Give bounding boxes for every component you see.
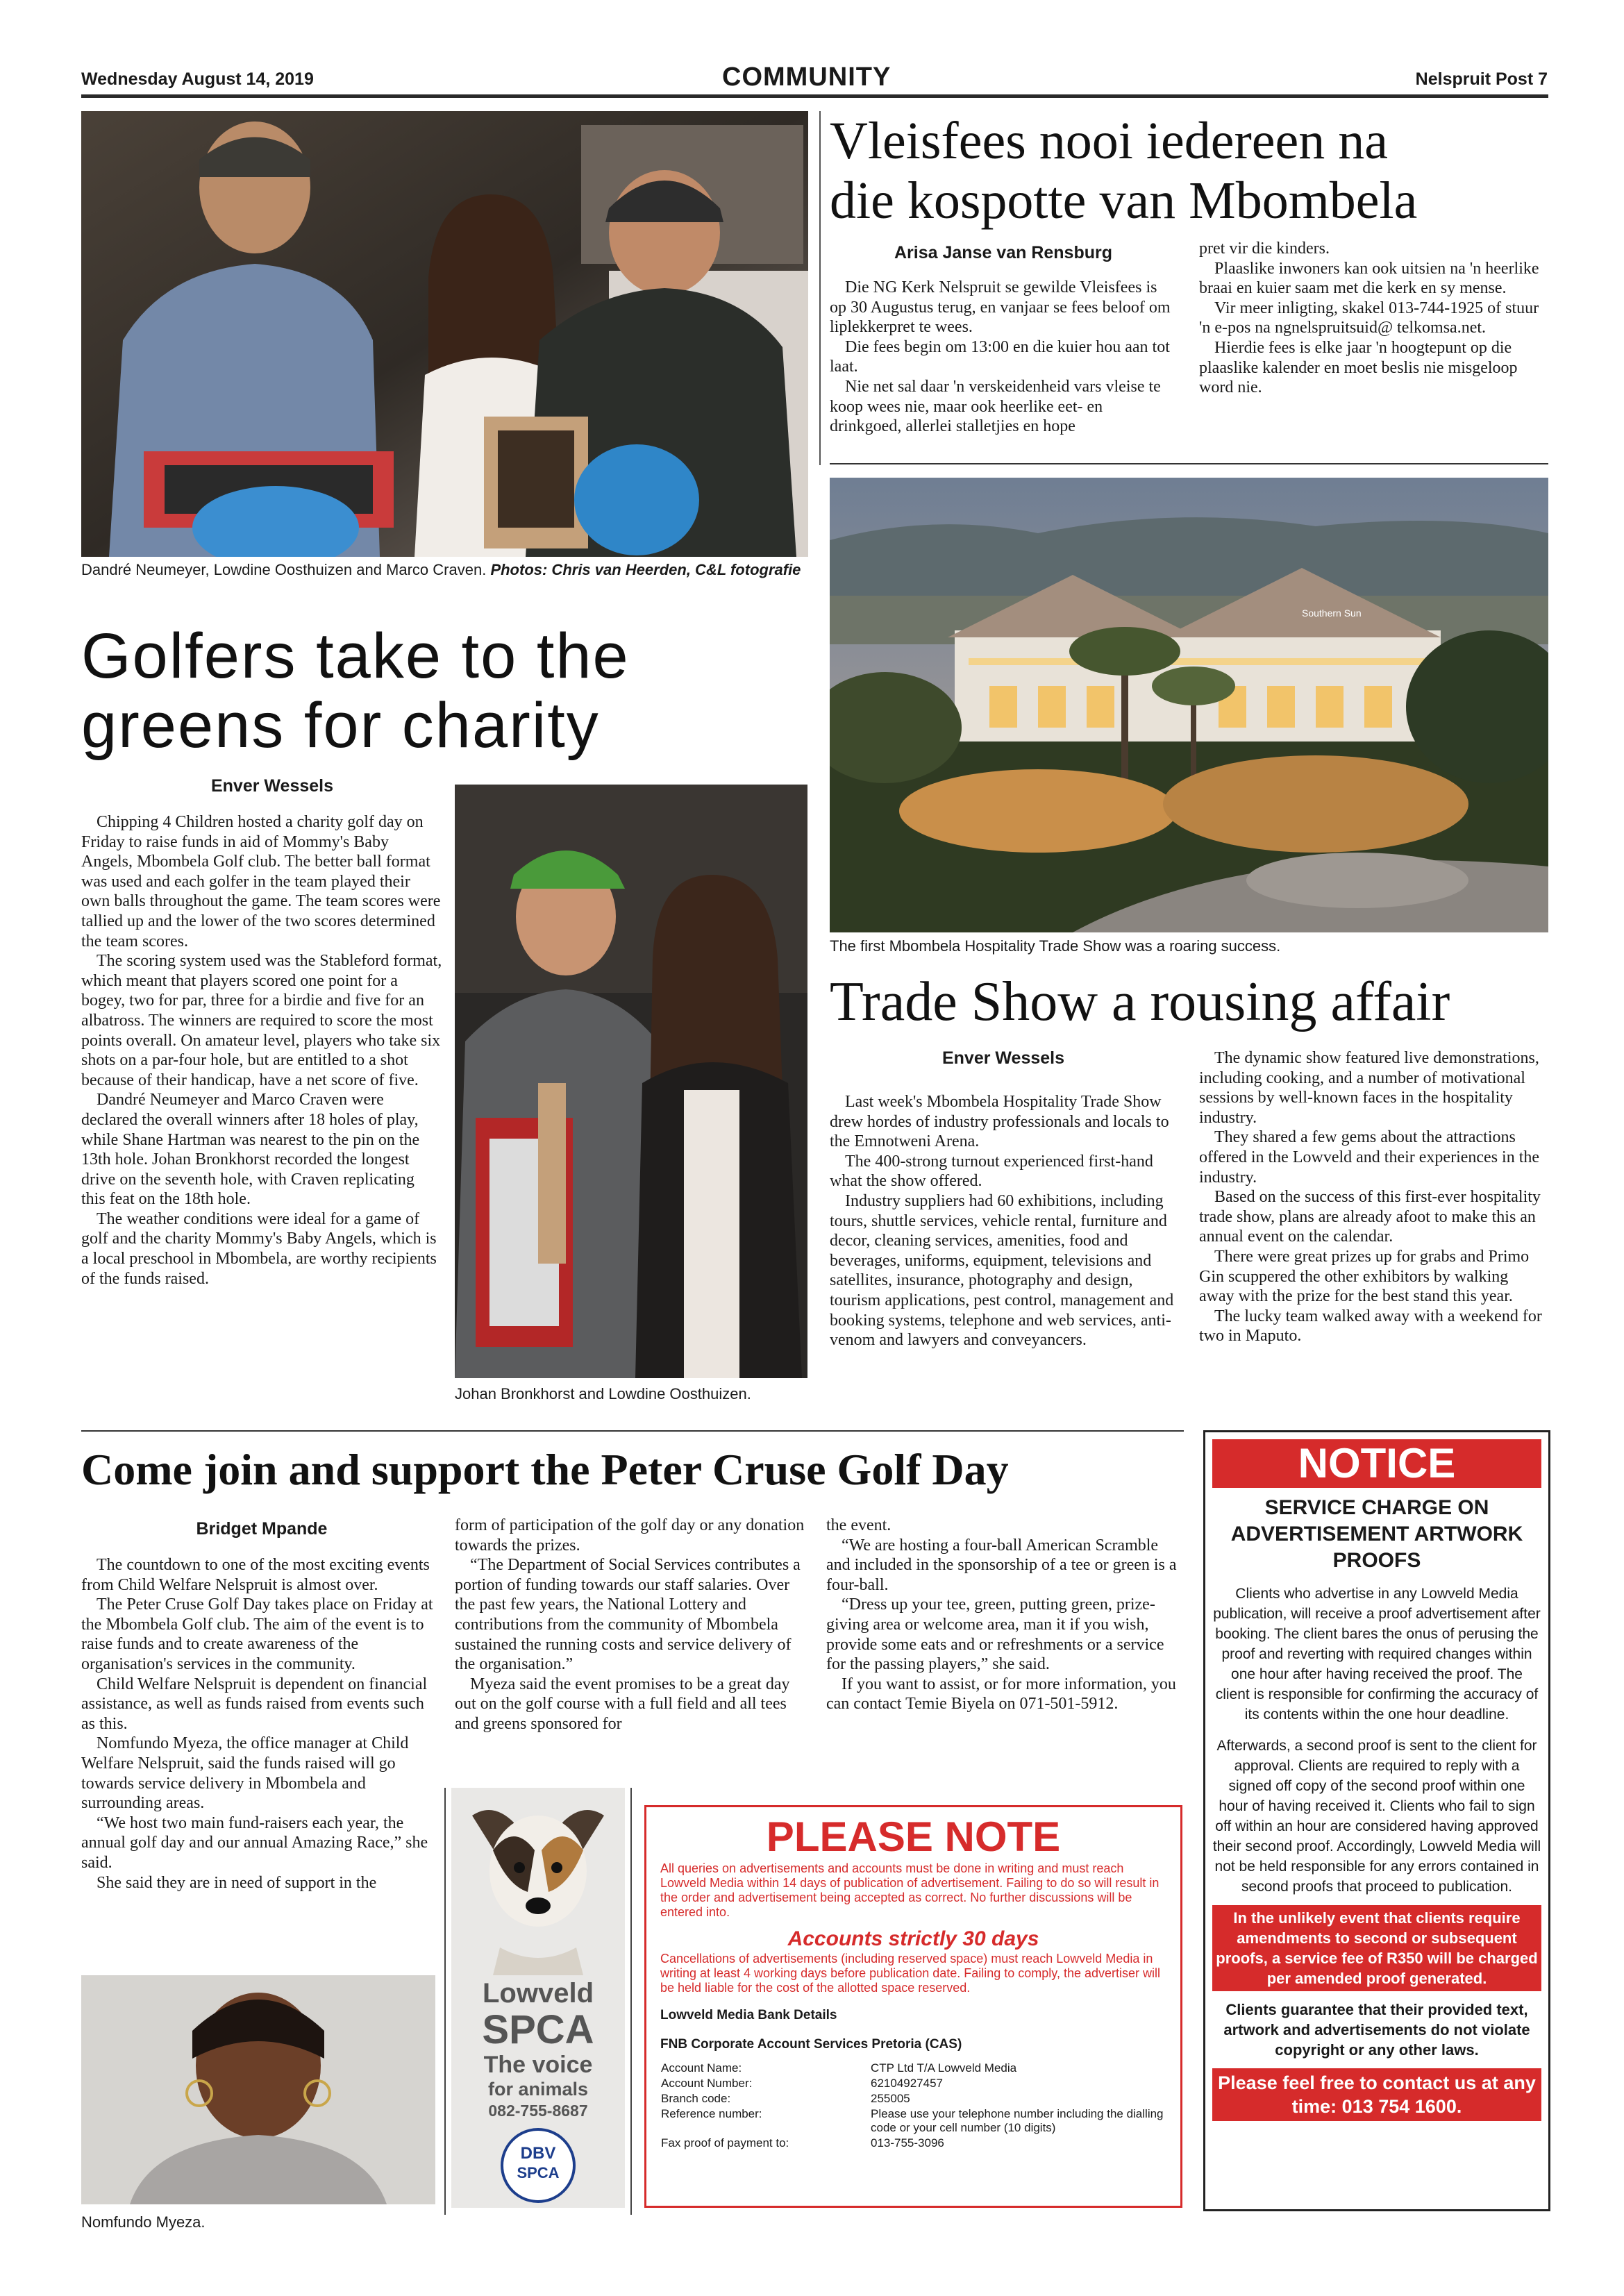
issue-date: Wednesday August 14, 2019 [81, 69, 314, 89]
tradeshow-col1 [830, 1092, 1177, 1350]
header-rule [81, 94, 1548, 98]
petercruse-paragraph: If you want to assist, or for more information, you can contact Temie Biyela on 071-501-5912. [826, 1675, 1176, 1713]
notice-para2: Afterwards, a second proof is sent to the client for approval. Clients are required to reply with a signed off copy of the second proof within one hour of having received it. Clients who fail to sign off within an hour are considered having approved their second proof. Accordingly, Lowveld Media will not be held responsible for any errors contained in second proofs that proceed to publication. [1212, 1738, 1541, 1895]
golfers-headline-line2: greens for charity [81, 690, 600, 761]
bank-details-table [660, 2061, 1166, 2151]
bank-label: Account Number: [661, 2077, 753, 2090]
vleisfees-byline: Arisa Janse van Rensburg [894, 243, 1112, 262]
table-row [660, 2106, 1166, 2136]
golfers-paragraph: The weather conditions were ideal for a game of golf and the charity Mommy's Baby Angels, which is a local preschool in Mbombela, are worthy recipients of the funds raised. [81, 1209, 437, 1288]
vleisfees-col1 [830, 278, 1177, 437]
bank-label: Reference number: [661, 2107, 762, 2120]
petercruse-paragraph: form of participation of the golf day or any donation towards the prizes. [455, 1516, 805, 1555]
photo-bronkhorst-oosthuizen [455, 785, 807, 1378]
petercruse-paragraph: “Dress up your tee, green, putting green, prize-giving area or welcome area, man it if you wish, provide some eats and or refreshments or a service for the passing players,” she said. [826, 1595, 1164, 1674]
ad-divider [630, 1788, 632, 2215]
vleisfees-paragraph: Die fees begin om 13:00 en die kuier hou aan tot laat. [830, 337, 1170, 376]
petercruse-paragraph: “We host two main fund-raisers each year, the annual golf day and our annual Amazing Race,” she said. [81, 1813, 428, 1872]
bank-label: Fax proof of payment to: [661, 2136, 789, 2150]
petercruse-paragraph: the event. [826, 1516, 891, 1534]
petercruse-paragraph: She said they are in need of support in the [97, 1873, 377, 1892]
tradeshow-paragraph: Industry suppliers had 60 exhibitions, including tours, shuttle services, vehicle rental, furniture and decor, cleaning services, amenities, food and beverages, uniforms, equipment, televisions and satellites, insurance, photography and design, tourism applications, pest control, management and booking systems, telephone and web services, anti-venom and lawyers and conveyancers. [830, 1191, 1174, 1350]
petercruse-col2 [455, 1516, 809, 1734]
spca-ad [451, 1788, 625, 2208]
column-divider [819, 111, 821, 465]
ad-divider [444, 1788, 446, 2215]
photo-trade-show-hotel [830, 478, 1548, 932]
notice-red-para: In the unlikely event that clients require amendments to second or subsequent proofs, a service fee of R350 will be charged per amended proof generated. [1212, 1905, 1541, 1991]
table-row [660, 2076, 1166, 2091]
table-row [660, 2061, 1166, 2076]
tradeshow-byline: Enver Wessels [941, 1048, 1065, 1068]
accounts-title: Accounts strictly 30 days [787, 1927, 1039, 1950]
dbv-spca-badge-icon [501, 2128, 576, 2203]
section-title: COMMUNITY [722, 62, 891, 92]
petercruse-paragraph: Child Welfare Nelspruit is dependent on financial assistance, as well as funds raised from events such as this. [81, 1675, 428, 1733]
photo1-credit: Photos: Chris van Heerden, C&L fotografie [490, 561, 801, 578]
bank-value: Please use your telephone number including the dialling code or your cell number (10 digits) [871, 2107, 1164, 2134]
notice-box [1203, 1430, 1550, 2211]
golfers-body [81, 812, 442, 1289]
please-note-text2: Cancellations of advertisements (including reserved space) must reach Lowveld Media in writing at least 4 working days before publication date. Failing to comply, the advertiser will be held liable for the cost of the allotted space reserved. [660, 1952, 1161, 1995]
bank-value: 62104927457 [871, 2077, 944, 2090]
notice-bold-para: Clients guarantee that their provided text, artwork and advertisements do not violate copyright or any other laws. [1223, 2001, 1530, 2059]
section-divider [81, 1430, 1184, 1432]
tradeshow-paragraph: The dynamic show featured live demonstrations, including cooking, and a number of motivational sessions by well-known faces in the hospitality industry. [1199, 1049, 1539, 1127]
tradeshow-paragraph: The 400-strong turnout experienced first-hand what the show offered. [830, 1152, 1153, 1191]
photo-golfers-trio [81, 111, 808, 557]
notice-contact: Please feel free to contact us at any time: 013 754 1600. [1212, 2068, 1541, 2121]
tradeshow-paragraph: They shared a few gems about the attractions offered in the Lowveld and their experiences in the industry. [1199, 1128, 1540, 1187]
bank-subtitle: FNB Corporate Account Services Pretoria (CAS) [660, 2037, 962, 2052]
vleisfees-col2 [1199, 239, 1546, 398]
vleisfees-paragraph: Hierdie fees is elke jaar 'n hoogtepunt op die plaaslike kalender en moet beslis nie misgeloop word nie. [1199, 338, 1518, 397]
vleisfees-rule [830, 463, 1548, 464]
vleisfees-paragraph: Nie net sal daar 'n verskeidenheid vars vleise te koop wees nie, maar ook heerlike eet- en drinkgoed, allerlei stalletjies en hope [830, 377, 1161, 436]
petercruse-paragraph: Nomfundo Myeza, the office manager at Child Welfare Nelspruit, said the funds raised will go towards service delivery in Mbombela and surrounding areas. [81, 1734, 409, 1813]
badge-text-1: DBV [520, 2144, 556, 2163]
golfers-byline: Enver Wessels [210, 776, 334, 796]
tradeshow-photo-caption: The first Mbombela Hospitality Trade Show was a roaring success. [830, 937, 1281, 955]
please-note-box [644, 1805, 1182, 2208]
golfers-headline-line1: Golfers take to the [81, 621, 630, 692]
petercruse-paragraph: “The Department of Social Services contributes a portion of funding towards our staff salaries. Over the past few years, the National Lottery and contributions from the community of Mbombela sustained the running costs and service delivery of the organisation.” [455, 1556, 801, 1674]
bank-value: 013-755-3096 [871, 2136, 944, 2150]
tradeshow-col2 [1199, 1048, 1546, 1346]
please-note-title: PLEASE NOTE [766, 1813, 1061, 1860]
tradeshow-paragraph: Based on the success of this first-ever hospitality trade show, plans are already afoot to make this an annual event on the calendar. [1199, 1188, 1541, 1246]
golfers-paragraph: Chipping 4 Children hosted a charity golf day on Friday to raise funds in aid of Mommy's Baby Angels, Mbombela Golf club. The better ball format was used and each golfer in the team played their own balls throughout the game. The team scores were tallied up and the lower of the two scores determined the team scores. [81, 813, 441, 950]
vleisfees-paragraph: Plaaslike inwoners kan ook uitsien na 'n heerlike braai en kuier saam met die kerk en sy mense. [1199, 259, 1539, 298]
tradeshow-headline: Trade Show a rousing affair [830, 971, 1450, 1032]
vleisfees-headline-line1: Vleisfees nooi iedereen na [830, 112, 1388, 170]
page-number: Nelspruit Post 7 [1415, 69, 1548, 89]
golfers-headline [81, 621, 810, 760]
golfers-paragraph: The scoring system used was the Stableford format, which meant that players scored one point for a bogey, two for par, three for a birdie and five for an albatross. The winners are required to score the most points overall. On amateur level, players who take six shots on a par-four hole, but are entitled to a shot because of their handicap, have a net score of five. [81, 952, 442, 1089]
bank-title: Lowveld Media Bank Details [660, 2008, 837, 2022]
please-note-text1: All queries on advertisements and accounts must be done in writing and must reach Lowveld Media within 14 days of publication of advertisement. Failing to do so will result in the order and advertisement being accepted as correct. No further discussions will be entered into. [660, 1861, 1160, 1919]
tradeshow-paragraph: Last week's Mbombela Hospitality Trade Show drew hordes of industry professionals and locals to the Emnotweni Arena. [830, 1093, 1169, 1151]
petercruse-col3 [826, 1516, 1180, 1714]
badge-text-2: SPCA [517, 2164, 560, 2181]
petercruse-paragraph: Myeza said the event promises to be a great day out on the golf course with a full field and all tees and greens sponsored for [455, 1675, 790, 1733]
vleisfees-paragraph: pret vir die kinders. [1199, 240, 1330, 258]
petercruse-paragraph: “We are hosting a four-ball American Scramble and included in the sponsorship of a tee or green is a four-ball. [826, 1536, 1177, 1594]
table-row [660, 2136, 1166, 2151]
tradeshow-paragraph: The lucky team walked away with a weekend for two in Maputo. [1199, 1307, 1542, 1346]
dog-icon [451, 1788, 625, 1975]
table-row [660, 2091, 1166, 2106]
photo1-caption-text: Dandré Neumeyer, Lowdine Oosthuizen and Marco Craven. [81, 561, 487, 578]
spca-line3: The voice [483, 2052, 593, 2078]
vleisfees-paragraph: Die NG Kerk Nelspruit se gewilde Vleisfees is op 30 Augustus terug, en vanjaar se fees beloof om liplekkerpret te wees. [830, 278, 1171, 337]
notice-title: NOTICE [1212, 1439, 1541, 1488]
bank-label: Account Name: [661, 2061, 742, 2075]
bank-label: Branch code: [661, 2092, 731, 2105]
petercruse-paragraph: The Peter Cruse Golf Day takes place on Friday at the Mbombela Golf club. The aim of the event is to raise funds and to create awareness of the organisation's services in the community. [81, 1595, 433, 1673]
spca-line1: Lowveld [482, 1978, 594, 2009]
petercruse-col1 [81, 1555, 435, 1893]
vleisfees-paragraph: Vir meer inligting, skakel 013-744-1925 of stuur 'n e-pos na ngnelspruitsuid@ telkomsa.net. [1199, 299, 1539, 337]
notice-subtitle: SERVICE CHARGE ON ADVERTISEMENT ARTWORK PROOFS [1230, 1496, 1523, 1572]
photo-nomfundo-myeza [81, 1975, 435, 2204]
bank-value: 255005 [871, 2092, 910, 2105]
vleisfees-headline [830, 111, 1559, 231]
notice-para1: Clients who advertise in any Lowveld Media publication, will receive a proof advertisement after booking. The client bares the onus of perusing the proof and reverting with required changes within one hour after having received the proof. The client is responsible for confirming the accuracy of its contents within the one hour deadline. [1213, 1586, 1541, 1723]
spca-line4: for animals [487, 2079, 589, 2100]
tradeshow-paragraph: There were great prizes up for grabs and Primo Gin scuppered the other exhibitors by walking away with the prize for the best stand this year. [1199, 1247, 1530, 1306]
petercruse-headline: Come join and support the Peter Cruse Golf Day [81, 1445, 1009, 1494]
vleisfees-headline-line2: die kospotte van Mbombela [830, 171, 1418, 230]
photo2-caption: Johan Bronkhorst and Lowdine Oosthuizen. [455, 1385, 751, 1402]
golfers-paragraph: Dandré Neumeyer and Marco Craven were declared the overall winners after 18 holes of play, while Shane Hartman was nearest to the pin on the 13th hole. Johan Bronkhorst recorded the longest drive on the seventh hole, with Craven replicating this feat on the 18th hole. [81, 1091, 420, 1209]
bank-value: CTP Ltd T/A Lowveld Media [871, 2061, 1017, 2075]
petercruse-paragraph: The countdown to one of the most exciting events from Child Welfare Nelspruit is almost over. [81, 1556, 430, 1594]
nomfundo-caption: Nomfundo Myeza. [81, 2213, 206, 2231]
spca-line2: SPCA [482, 2007, 594, 2052]
hotel-sign: Southern Sun [1302, 607, 1362, 619]
photo1-caption [81, 561, 810, 579]
petercruse-byline: Bridget Mpande [196, 1519, 328, 1539]
spca-phone: 082-755-8687 [488, 2102, 588, 2120]
